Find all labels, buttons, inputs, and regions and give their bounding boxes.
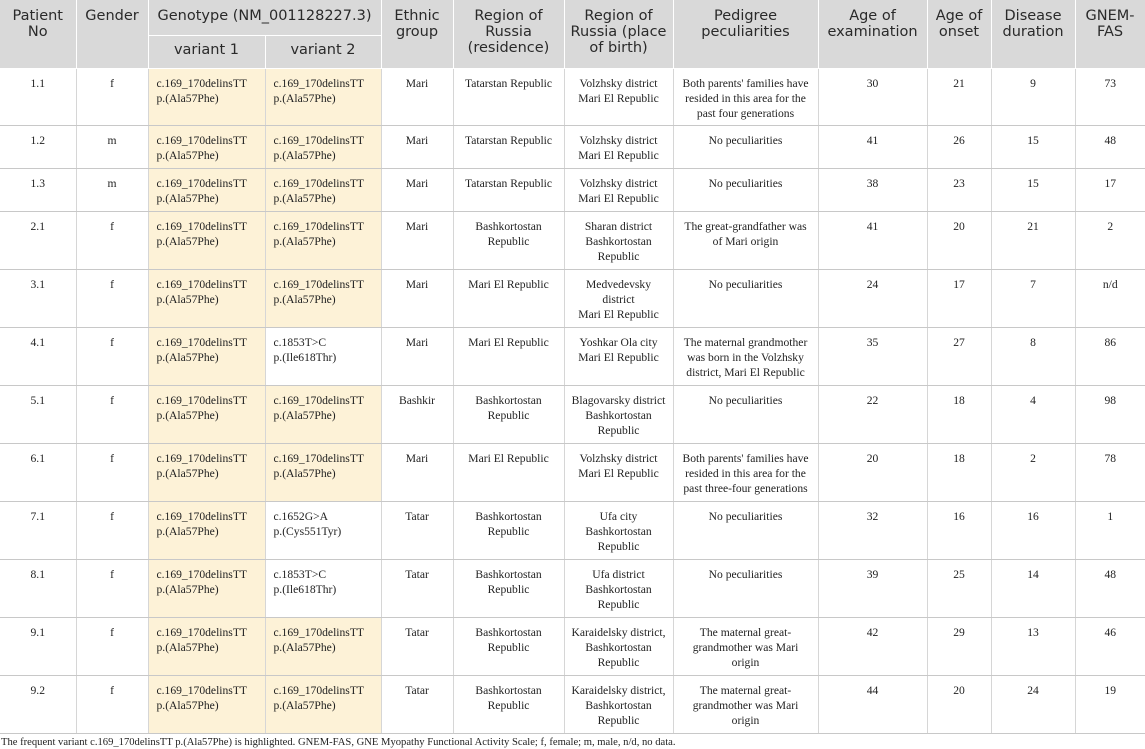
cell-patient-no: 2.1 [0,212,76,270]
cell-gender: f [76,328,148,386]
cell-pedigree: Both parents' families have resided in this area for the past three-four generations [673,444,818,502]
cell-ethnic-group: Bashkir [381,386,453,444]
cell-disease-duration: 9 [991,69,1075,126]
cell-variant-1: c.169_170delinsTT p.(Ala57Phe) [148,212,265,270]
table-row [0,212,1145,270]
cell-gender: f [76,676,148,734]
header-pedigree: Pedigree peculiarities [673,0,818,69]
cell-ethnic-group: Mari [381,69,453,126]
cell-pedigree: The maternal great-grandmother was Mari origin [673,676,818,734]
cell-disease-duration: 13 [991,618,1075,676]
cell-patient-no: 3.1 [0,270,76,328]
cell-variant-2: c.1853T>C p.(Ile618Thr) [265,560,381,618]
cell-variant-1: c.169_170delinsTT p.(Ala57Phe) [148,676,265,734]
header-genotype: Genotype (NM_001128227.3) [148,0,381,36]
cell-patient-no: 1.3 [0,169,76,212]
cell-ethnic-group: Tatar [381,502,453,560]
table-row [0,676,1145,734]
header-gnem-fas: GNEM-FAS [1075,0,1145,69]
cell-age-examination: 20 [818,444,927,502]
cell-region-residence: Bashkortostan Republic [453,560,564,618]
cell-gender: f [76,502,148,560]
cell-region-residence: Bashkortostan Republic [453,618,564,676]
cell-variant-2: c.169_170delinsTT p.(Ala57Phe) [265,69,381,126]
cell-age-onset: 29 [927,618,991,676]
cell-pedigree: No peculiarities [673,169,818,212]
cell-variant-1: c.169_170delinsTT p.(Ala57Phe) [148,270,265,328]
cell-gender: f [76,270,148,328]
cell-region-birth: Volzhsky district Mari El Republic [564,444,673,502]
cell-pedigree: No peculiarities [673,502,818,560]
header-region-residence: Region of Russia (residence) [453,0,564,69]
cell-gender: f [76,560,148,618]
cell-age-onset: 16 [927,502,991,560]
cell-variant-2: c.1652G>A p.(Cys551Tyr) [265,502,381,560]
cell-ethnic-group: Tatar [381,618,453,676]
cell-variant-1: c.169_170delinsTT p.(Ala57Phe) [148,126,265,169]
cell-disease-duration: 16 [991,502,1075,560]
cell-variant-2: c.169_170delinsTT p.(Ala57Phe) [265,676,381,734]
cell-ethnic-group: Mari [381,126,453,169]
cell-ethnic-group: Mari [381,212,453,270]
cell-gnem-fas: 48 [1075,126,1145,169]
cell-gnem-fas: 78 [1075,444,1145,502]
cell-pedigree: No peculiarities [673,126,818,169]
cell-patient-no: 5.1 [0,386,76,444]
cell-variant-1: c.169_170delinsTT p.(Ala57Phe) [148,169,265,212]
header-patient-no: Patient No [0,0,76,69]
cell-variant-1: c.169_170delinsTT p.(Ala57Phe) [148,444,265,502]
table-footnote: The frequent variant c.169_170delinsTT p.(Ala57Phe) is highlighted. GNEM-FAS, GNE Myopathy Functional Activity Scale; f, female; m, male, n/d, no data. [1,737,676,748]
cell-disease-duration: 2 [991,444,1075,502]
cell-variant-1: c.169_170delinsTT p.(Ala57Phe) [148,560,265,618]
cell-gnem-fas: 2 [1075,212,1145,270]
cell-pedigree: The great-grandfather was of Mari origin [673,212,818,270]
cell-age-onset: 20 [927,676,991,734]
cell-age-examination: 38 [818,169,927,212]
cell-patient-no: 1.1 [0,69,76,126]
cell-gender: m [76,126,148,169]
cell-disease-duration: 4 [991,386,1075,444]
cell-region-residence: Bashkortostan Republic [453,502,564,560]
cell-region-residence: Tatarstan Republic [453,69,564,126]
header-region-birth: Region of Russia (place of birth) [564,0,673,69]
table-row [0,328,1145,386]
cell-region-residence: Bashkortostan Republic [453,386,564,444]
cell-region-birth: Ufa district Bashkortostan Republic [564,560,673,618]
cell-gnem-fas: 86 [1075,328,1145,386]
cell-gnem-fas: 48 [1075,560,1145,618]
cell-gnem-fas: n/d [1075,270,1145,328]
table-row [0,618,1145,676]
cell-patient-no: 9.1 [0,618,76,676]
table-row [0,560,1145,618]
header-variant-1: variant 1 [148,36,265,69]
cell-age-examination: 32 [818,502,927,560]
cell-gnem-fas: 19 [1075,676,1145,734]
cell-region-birth: Volzhsky district Mari El Republic [564,169,673,212]
cell-age-examination: 35 [818,328,927,386]
cell-region-residence: Mari El Republic [453,270,564,328]
table-body [0,69,1145,734]
cell-gender: f [76,386,148,444]
cell-ethnic-group: Mari [381,328,453,386]
cell-patient-no: 8.1 [0,560,76,618]
cell-region-residence: Bashkortostan Republic [453,212,564,270]
cell-disease-duration: 14 [991,560,1075,618]
cell-patient-no: 1.2 [0,126,76,169]
cell-gender: f [76,618,148,676]
cell-age-onset: 27 [927,328,991,386]
cell-variant-2: c.169_170delinsTT p.(Ala57Phe) [265,270,381,328]
table-row [0,169,1145,212]
cell-age-examination: 44 [818,676,927,734]
cell-region-birth: Volzhsky district Mari El Republic [564,126,673,169]
table-row [0,270,1145,328]
table-row [0,444,1145,502]
cell-disease-duration: 8 [991,328,1075,386]
cell-pedigree: No peculiarities [673,560,818,618]
cell-variant-2: c.169_170delinsTT p.(Ala57Phe) [265,169,381,212]
cell-variant-1: c.169_170delinsTT p.(Ala57Phe) [148,69,265,126]
cell-pedigree: No peculiarities [673,270,818,328]
header-age-examination: Age of examination [818,0,927,69]
table-row [0,502,1145,560]
cell-variant-2: c.169_170delinsTT p.(Ala57Phe) [265,212,381,270]
cell-variant-1: c.169_170delinsTT p.(Ala57Phe) [148,502,265,560]
cell-variant-2: c.169_170delinsTT p.(Ala57Phe) [265,126,381,169]
cell-gender: f [76,444,148,502]
cell-age-onset: 21 [927,69,991,126]
cell-age-examination: 41 [818,212,927,270]
cell-age-examination: 24 [818,270,927,328]
cell-pedigree: The maternal grandmother was born in the Volzhsky district, Mari El Republic [673,328,818,386]
cell-age-onset: 18 [927,386,991,444]
header-age-onset: Age of onset [927,0,991,69]
cell-disease-duration: 15 [991,126,1075,169]
cell-gender: f [76,69,148,126]
cell-age-examination: 42 [818,618,927,676]
cell-region-residence: Tatarstan Republic [453,126,564,169]
cell-region-residence: Tatarstan Republic [453,169,564,212]
header-gender: Gender [76,0,148,69]
cell-variant-1: c.169_170delinsTT p.(Ala57Phe) [148,328,265,386]
cell-patient-no: 6.1 [0,444,76,502]
cell-age-onset: 26 [927,126,991,169]
cell-region-birth: Medvedevsky district Mari El Republic [564,270,673,328]
header-variant-2: variant 2 [265,36,381,69]
table-header [0,0,1145,69]
cell-region-birth: Volzhsky district Mari El Republic [564,69,673,126]
cell-patient-no: 7.1 [0,502,76,560]
cell-gnem-fas: 17 [1075,169,1145,212]
header-ethnic-group: Ethnic group [381,0,453,69]
header-disease-duration: Disease duration [991,0,1075,69]
cell-age-examination: 22 [818,386,927,444]
table-row [0,126,1145,169]
cell-disease-duration: 21 [991,212,1075,270]
cell-age-examination: 30 [818,69,927,126]
cell-variant-2: c.169_170delinsTT p.(Ala57Phe) [265,618,381,676]
cell-age-examination: 41 [818,126,927,169]
cell-disease-duration: 15 [991,169,1075,212]
cell-ethnic-group: Mari [381,169,453,212]
cell-ethnic-group: Mari [381,444,453,502]
cell-age-onset: 23 [927,169,991,212]
cell-disease-duration: 24 [991,676,1075,734]
cell-region-residence: Mari El Republic [453,444,564,502]
cell-ethnic-group: Tatar [381,676,453,734]
cell-age-onset: 20 [927,212,991,270]
cell-variant-1: c.169_170delinsTT p.(Ala57Phe) [148,618,265,676]
cell-pedigree: No peculiarities [673,386,818,444]
cell-region-birth: Karaidelsky district, Bashkortostan Republic [564,676,673,734]
cell-age-onset: 17 [927,270,991,328]
cell-region-residence: Bashkortostan Republic [453,676,564,734]
cell-gnem-fas: 98 [1075,386,1145,444]
cell-region-birth: Yoshkar Ola city Mari El Republic [564,328,673,386]
cell-ethnic-group: Mari [381,270,453,328]
cell-patient-no: 9.2 [0,676,76,734]
cell-patient-no: 4.1 [0,328,76,386]
cell-variant-2: c.1853T>C p.(Ile618Thr) [265,328,381,386]
table-row [0,386,1145,444]
cell-region-birth: Sharan district Bashkortostan Republic [564,212,673,270]
cell-gnem-fas: 73 [1075,69,1145,126]
cell-variant-1: c.169_170delinsTT p.(Ala57Phe) [148,386,265,444]
cell-gnem-fas: 46 [1075,618,1145,676]
cell-age-examination: 39 [818,560,927,618]
cell-region-birth: Blagovarsky district Bashkortostan Republic [564,386,673,444]
cell-disease-duration: 7 [991,270,1075,328]
cell-pedigree: Both parents' families have resided in this area for the past four generations [673,69,818,126]
cell-gender: f [76,212,148,270]
cell-pedigree: The maternal great-grandmother was Mari origin [673,618,818,676]
cell-variant-2: c.169_170delinsTT p.(Ala57Phe) [265,386,381,444]
cell-region-birth: Karaidelsky district, Bashkortostan Republic [564,618,673,676]
cell-ethnic-group: Tatar [381,560,453,618]
cell-age-onset: 18 [927,444,991,502]
cell-region-residence: Mari El Republic [453,328,564,386]
cell-gender: m [76,169,148,212]
cell-gnem-fas: 1 [1075,502,1145,560]
table-row [0,69,1145,126]
cell-age-onset: 25 [927,560,991,618]
cell-variant-2: c.169_170delinsTT p.(Ala57Phe) [265,444,381,502]
cell-region-birth: Ufa city Bashkortostan Republic [564,502,673,560]
